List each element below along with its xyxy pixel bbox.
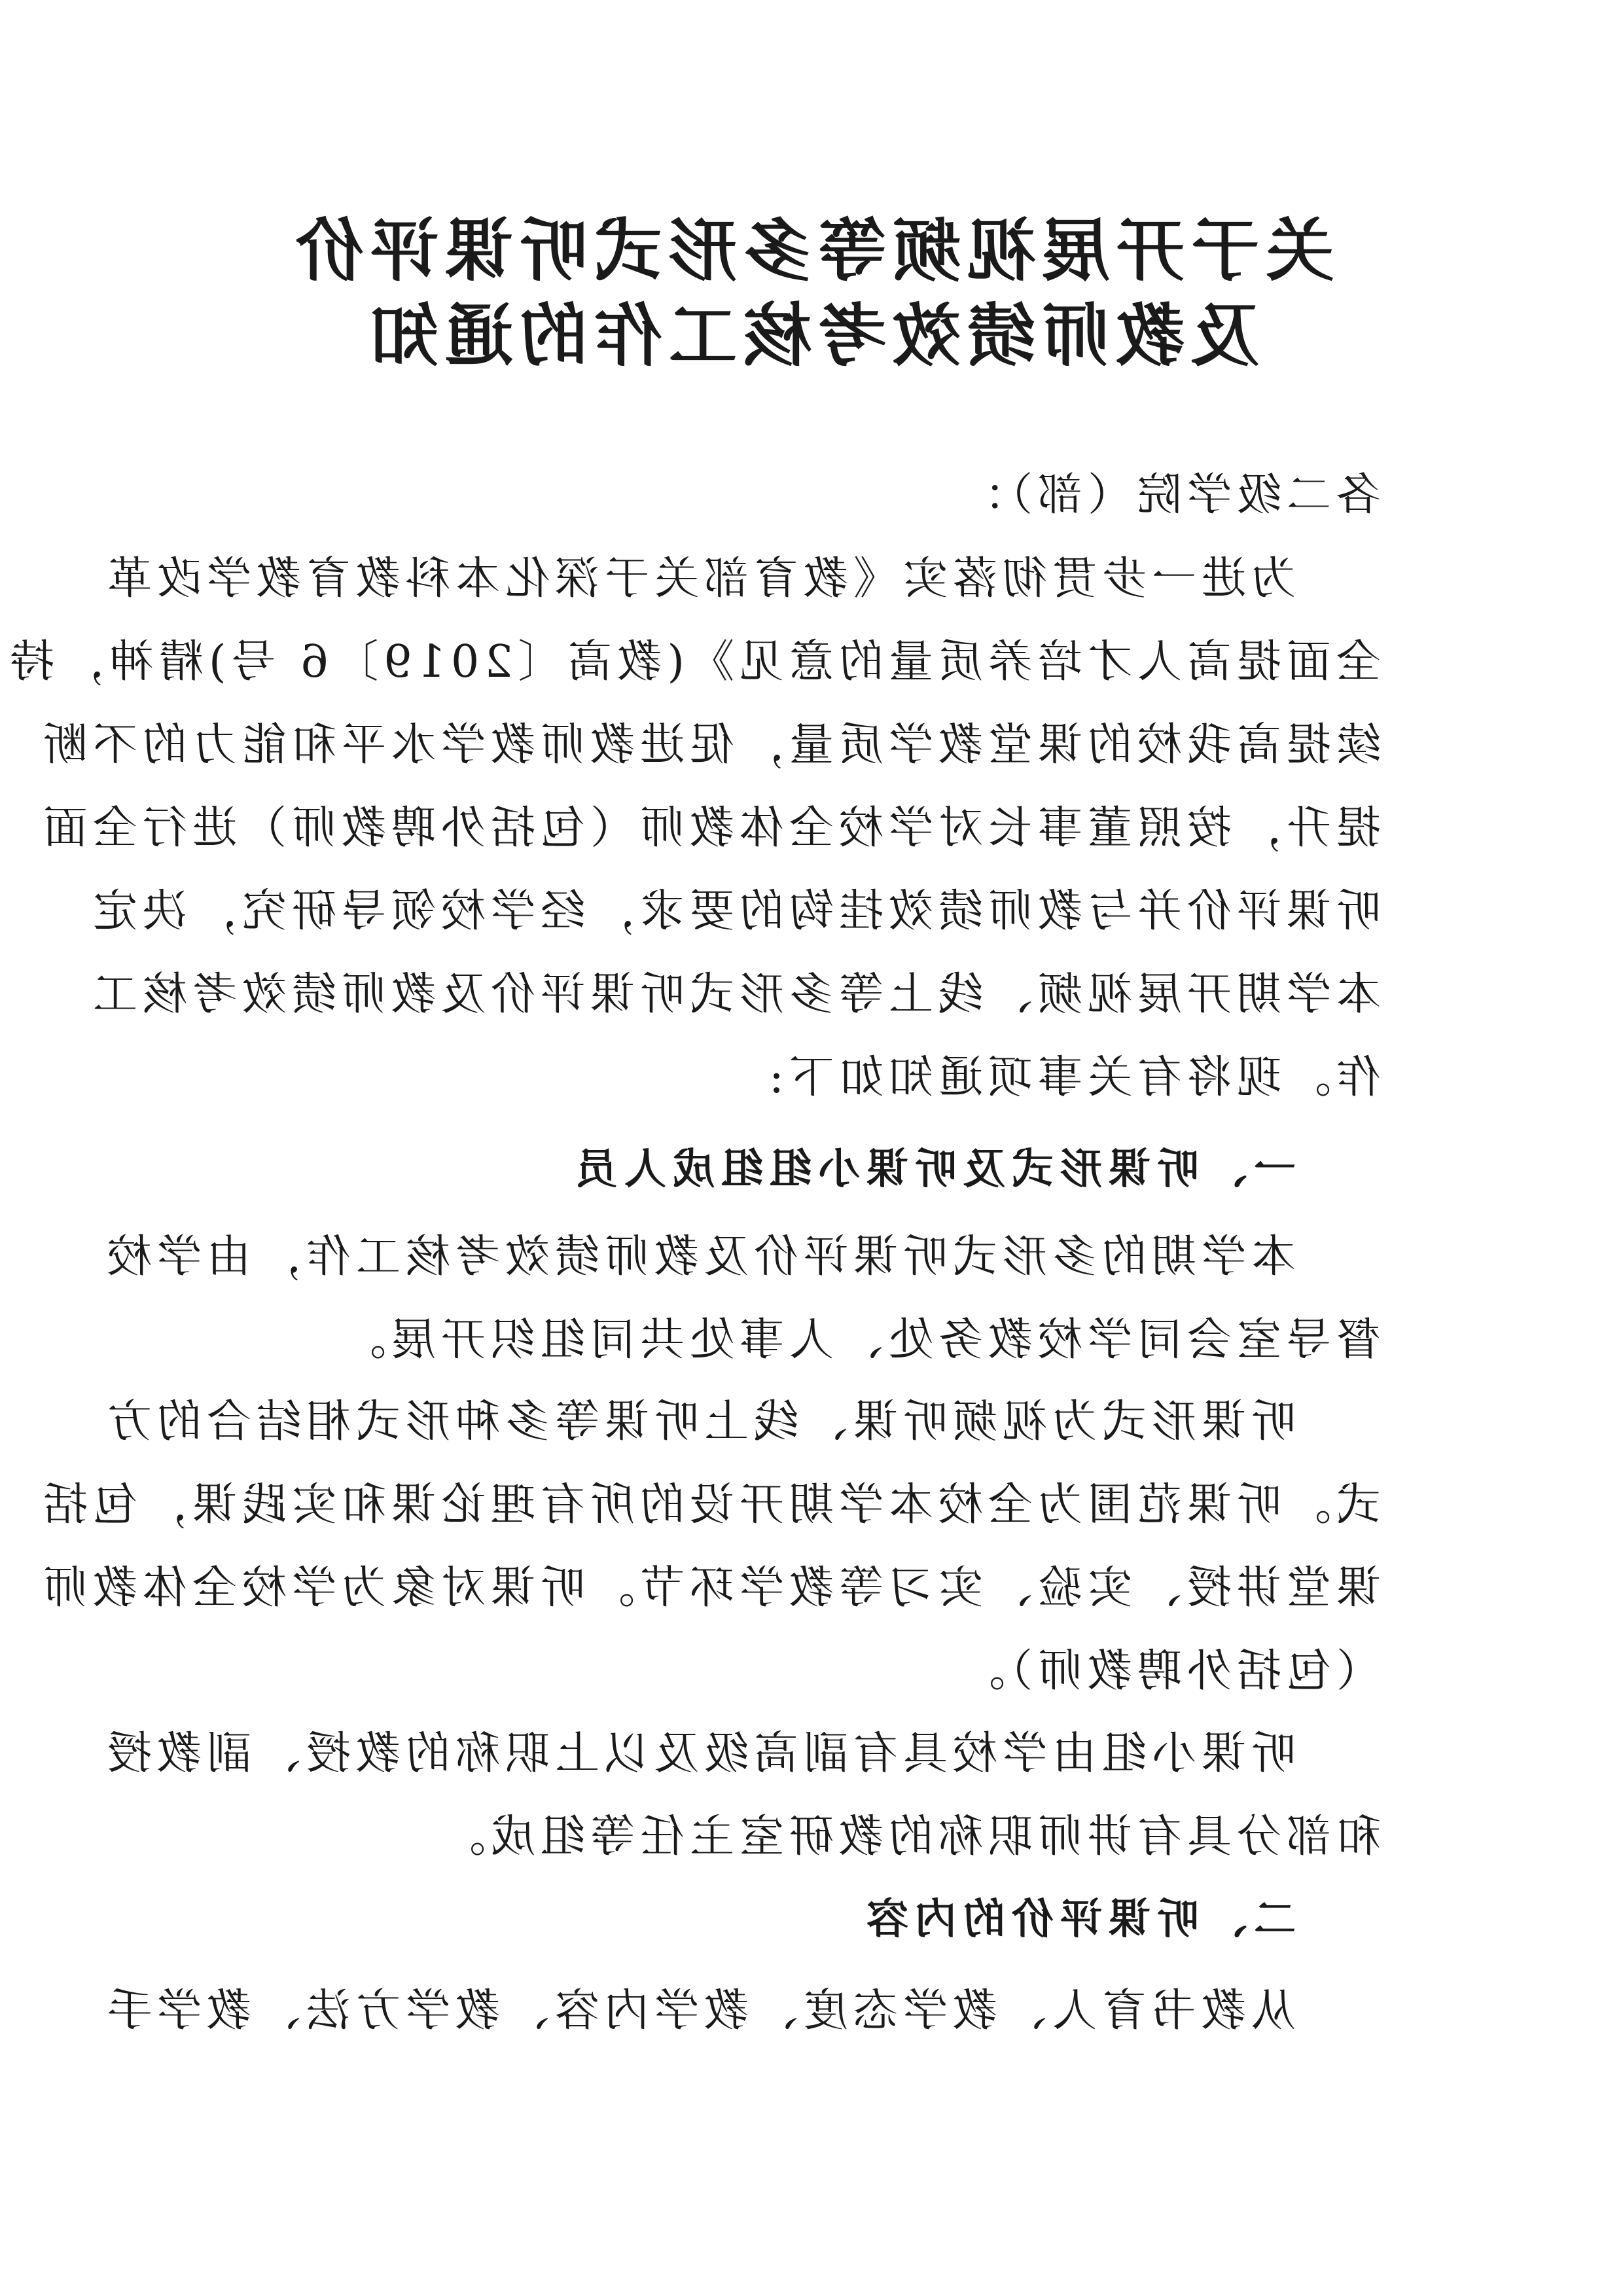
paragraph-line: 从教书育人、教学态度、教学内容、教学方法、教学手 bbox=[101, 1985, 1296, 2037]
paragraph-line: （包括外聘教师）。 bbox=[955, 1645, 1381, 1697]
paragraph-line: 督导室会同学校教务处、人事处共同组织开展。 bbox=[336, 1314, 1381, 1366]
paragraph-line: 听课形式为视频听课、线上听课等多种形式相结合的方 bbox=[101, 1396, 1296, 1448]
document-title-line-1: 关于开展视频等多形式听课评价 bbox=[289, 211, 1334, 291]
paragraph-line: 全面提高人才培养质量的意见》(教高〔2019〕6 号)精神，持 bbox=[5, 636, 1381, 688]
paragraph-line: 提升，按照董事长对学校全体教师（包括外聘教师）进行全面 bbox=[37, 802, 1381, 854]
paragraph-line: 课堂讲授、实验、实习等教学环节。听课对象为学校全体教师 bbox=[37, 1562, 1381, 1614]
section-heading-1: 一、听课形式及听课小组组成人员 bbox=[569, 1145, 1296, 1194]
paragraph-line: 式。听课范围为全校本学期开设的所有理论课和实践课，包括 bbox=[37, 1479, 1381, 1531]
paragraph-line: 本学期开展视频、线上等多形式听课评价及教师绩效考核工 bbox=[87, 969, 1381, 1020]
section-heading-2: 二、听课评价的内容 bbox=[860, 1895, 1296, 1944]
paragraph-line: 续提高我校的课堂教学质量，促进教师教学水平和能力的不断 bbox=[37, 719, 1381, 771]
paragraph-line: 本学期的多形式听课评价及教师绩效考核工作，由学校 bbox=[101, 1231, 1296, 1283]
document-title-line-2: 及教师绩效考核工作的通知 bbox=[364, 296, 1260, 376]
paragraph-line: 听课评价并与教师绩效挂钩的要求，经学校领导研究，决定 bbox=[87, 886, 1381, 937]
paragraph-line: 作。现将有关事项通知如下: bbox=[764, 1052, 1381, 1103]
paragraph-line: 听课小组由学校具有副高级及以上职称的教授、副教授 bbox=[101, 1728, 1296, 1780]
salutation: 各二级学院（部）： bbox=[955, 469, 1381, 521]
paragraph-line: 和部分具有讲师职称的教研室主任等组成。 bbox=[435, 1811, 1381, 1863]
paragraph-line: 为进一步贯彻落实《教育部关于深化本科教育教学改革 bbox=[101, 553, 1296, 605]
